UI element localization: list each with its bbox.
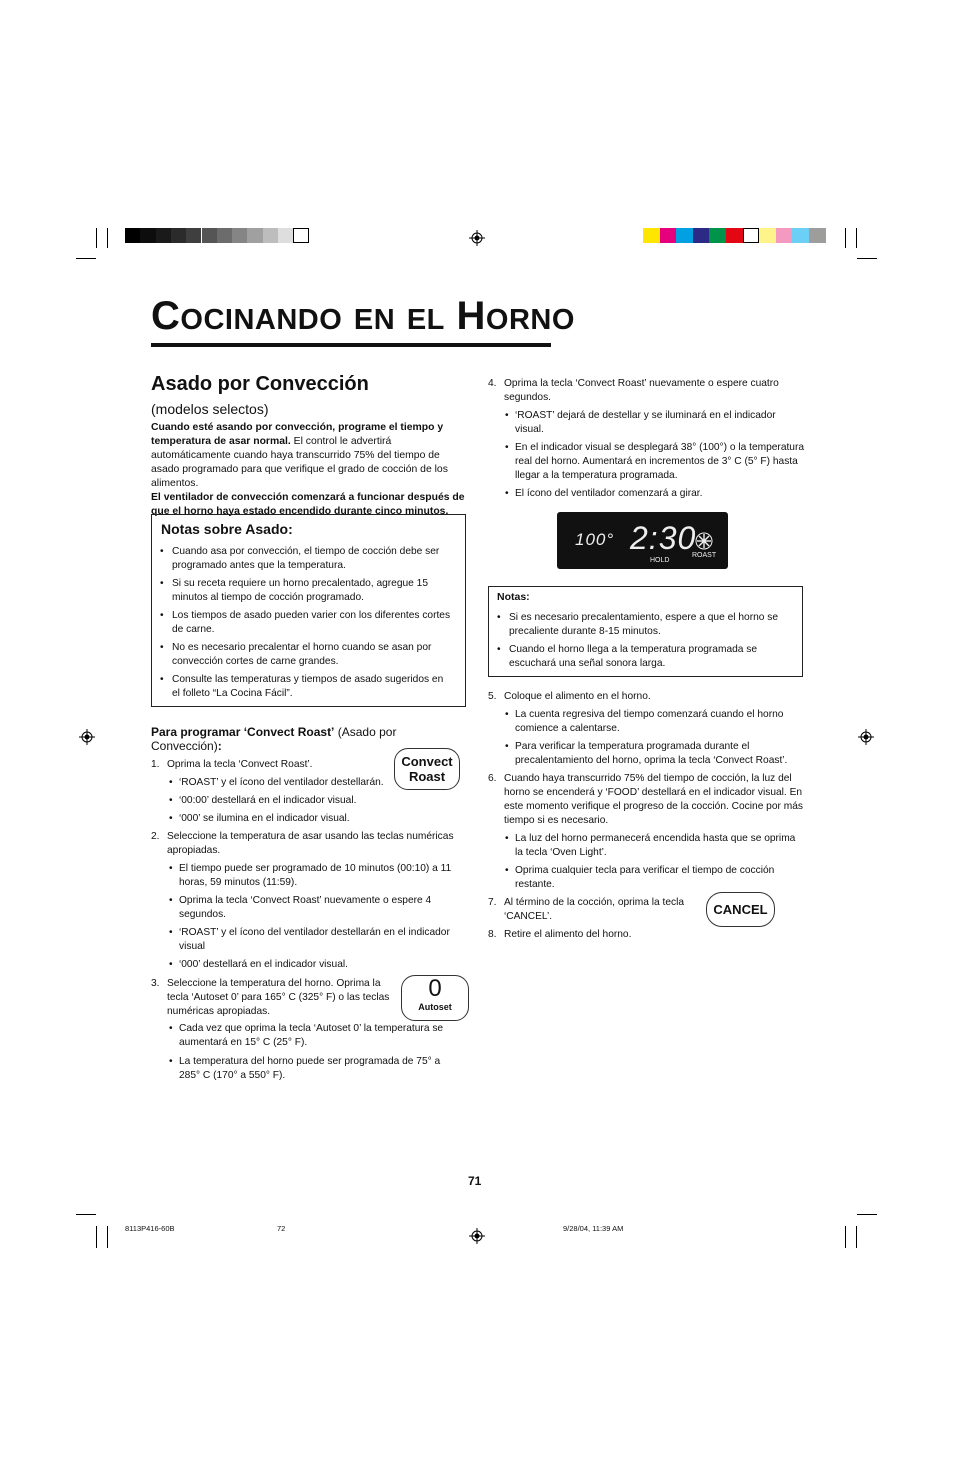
key-label: Autoset [418, 1002, 452, 1012]
step-number: 3. [151, 978, 160, 989]
footer-timestamp: 9/28/04, 11:39 AM [563, 1224, 624, 1233]
color-swatch [293, 228, 308, 243]
color-swatch [186, 228, 201, 243]
step-8 [488, 928, 788, 942]
step-text: Retire el alimento del horno. [504, 929, 632, 940]
crop-mark [845, 1226, 846, 1248]
intro-bold: Cuando esté asando por convección, programe el tiempo y temperatura de asar normal. [151, 422, 444, 447]
crop-mark [107, 1226, 108, 1248]
step-bullet: • Cada vez que oprima la tecla ‘Autoset 0’ la temperatura se aumentará en 15° C (25° F). [179, 1022, 454, 1050]
color-swatch [247, 228, 262, 243]
oven-display [557, 512, 728, 569]
color-swatch [759, 228, 776, 243]
color-swatch [232, 228, 247, 243]
crop-mark [856, 228, 857, 248]
step-4 [488, 377, 788, 405]
notes-title: Notas: [497, 591, 530, 603]
step-bullet: • La cuenta regresiva del tiempo comenzará cuando el horno comience a calentarse. [515, 708, 795, 736]
registration-target-icon [79, 729, 95, 745]
color-swatch [809, 228, 826, 243]
crop-mark [107, 228, 108, 248]
color-swatch [156, 228, 171, 243]
title-rule [151, 343, 551, 347]
step-number: 6. [488, 773, 497, 784]
step-text: Seleccione la temperatura del horno. Oprima la tecla ‘Autoset 0’ para 165° C (325° F) o las teclas numéricas apropiadas. [167, 978, 390, 1017]
crop-mark [857, 258, 877, 259]
key-label: Convect [401, 754, 453, 769]
step-bullet: • ‘000’ destellará en el indicador visual. [179, 958, 459, 972]
registration-target-icon [469, 230, 485, 246]
color-swatch [202, 228, 217, 243]
registration-target-icon [858, 729, 874, 745]
section-heading: Asado por Convección [151, 373, 369, 395]
step-text: Cuando haya transcurrido 75% del tiempo de cocción, la luz del horno se encenderá y ‘FOOD’ destellará en el indicador visual. En este momento verifique el progreso de la cocción. Cocine por más tiempo si es necesario. [504, 773, 803, 826]
step-bullet: • ‘ROAST’ y el ícono del ventilador destellarán. [179, 776, 394, 790]
step-2 [151, 830, 456, 858]
color-swatch [792, 228, 809, 243]
program-heading-normal: (Asado por Convección) [151, 725, 397, 753]
step-number: 2. [151, 831, 160, 842]
note-item: • Los tiempos de asado pueden varier con los diferentes cortes de carne. [152, 609, 452, 636]
cancel-key[interactable]: CANCEL [706, 892, 775, 927]
convect-roast-key[interactable] [394, 748, 460, 790]
note-item: • Consulte las temperaturas y tiempos de asado sugeridos en el folleto “La Cocina Fácil”. [152, 673, 452, 700]
step-bullet: • ‘00:00’ destellará en el indicador visual. [179, 794, 394, 808]
display-hold-label: HOLD [650, 557, 670, 564]
registration-target-icon [469, 1228, 485, 1244]
step-text: Oprima la tecla ‘Convect Roast’. [167, 759, 313, 770]
notes-box-secondary [488, 586, 803, 677]
title-part: H [456, 294, 486, 338]
step-bullet: • La luz del horno permanecerá encendida hasta que se oprima la tecla ‘Oven Light’. [515, 832, 800, 860]
step-bullet: • La temperatura del horno puede ser programada de 75° a 285° C (170° a 550° F). [179, 1055, 454, 1083]
notes-box [151, 514, 466, 707]
color-swatch [709, 228, 726, 243]
step-bullet: • ‘ROAST’ y el ícono del ventilador destellarán en el indicador visual [179, 926, 459, 954]
step-5 [488, 690, 788, 704]
step-text: Al término de la cocción, oprima la tecla ‘CANCEL’. [504, 897, 685, 922]
step-bullet: • Oprima la tecla ‘Convect Roast’ nuevamente o espere 4 segundos. [179, 894, 444, 922]
title-part: EL [406, 304, 445, 336]
page-title [151, 296, 575, 336]
note-item: • Si es necesario precalentamiento, espere a que el horno se precaliente durante 8-15 minutos. [489, 611, 779, 638]
section-subheading: (modelos selectos) [151, 401, 269, 417]
step-bullet: • ‘ROAST’ dejará de destellar y se iluminará en el indicador visual. [515, 409, 785, 437]
color-swatch [726, 228, 743, 243]
step-bullet: • En el indicador visual se desplegará 38° (100°) o la temperatura real del horno. Aumentará en incrementos de 3° C (5° F) hasta llegar a la temperatura programada. [515, 441, 805, 483]
step-3 [151, 977, 391, 1019]
color-swatch [217, 228, 232, 243]
crop-mark [96, 1226, 97, 1248]
step-7 [488, 896, 698, 924]
title-part: EN [353, 304, 396, 336]
color-swatch [643, 228, 660, 243]
intro-paragraph [151, 421, 469, 519]
step-bullet: • Oprima cualquier tecla para verificar el tiempo de cocción restante. [515, 864, 800, 892]
note-item: • Cuando el horno llega a la temperatura programada se escuchará una señal sonora larga. [489, 643, 779, 670]
step-6 [488, 772, 803, 828]
color-swatch [660, 228, 677, 243]
note-item: • Cuando asa por convección, el tiempo de cocción debe ser programado antes que la temperatura. [152, 545, 452, 572]
note-item: • No es necesario precalentar el horno cuando se asan por convección cortes de carne grandes. [152, 641, 452, 668]
step-text: Seleccione la temperatura de asar usando las teclas numéricas apropiadas. [167, 831, 454, 856]
crop-mark [856, 1226, 857, 1248]
key-label: Roast [408, 769, 446, 784]
crop-mark [857, 1214, 877, 1215]
display-time: 2:30 [630, 520, 697, 556]
autoset-0-key[interactable] [401, 975, 469, 1021]
color-swatch [263, 228, 278, 243]
crop-mark [76, 1214, 96, 1215]
intro-text: El control le advertirá automáticamente cuando haya transcurrido 75% del tiempo de asado programado para que verifique el grado de cocción de los alimentos. [151, 436, 448, 489]
step-bullet: • El tiempo puede ser programado de 10 minutos (00:10) a 11 horas, 59 minutos (11:59). [179, 862, 459, 890]
page-number: 71 [468, 1174, 482, 1188]
crop-mark [96, 228, 97, 248]
step-number: 4. [488, 378, 497, 389]
key-number: 0 [428, 975, 442, 1002]
step-number: 7. [488, 897, 497, 908]
step-number: 1. [151, 759, 160, 770]
step-bullet: • ‘000’ se ilumina en el indicador visual. [179, 812, 394, 826]
color-swatch [743, 228, 760, 243]
program-heading-colon: : [217, 739, 222, 753]
display-temperature: 100° [575, 530, 615, 549]
color-swatch [278, 228, 293, 243]
display-roast-label: ROAST [692, 552, 717, 559]
color-swatch [776, 228, 793, 243]
title-part: OCINANDO [180, 304, 343, 336]
color-swatch [676, 228, 693, 243]
intro-bold: El ventilador de convección comenzará a funcionar después de que el horno haya estado encendido durante cinco minutos. [151, 492, 465, 517]
program-heading-bold: Para programar ‘Convect Roast’ [151, 725, 335, 739]
crop-mark [845, 228, 846, 248]
color-swatch [693, 228, 710, 243]
color-swatch [140, 228, 155, 243]
step-number: 5. [488, 691, 497, 702]
step-number: 8. [488, 929, 497, 940]
title-part: C [151, 294, 181, 338]
step-1 [151, 758, 391, 772]
fan-icon [695, 532, 713, 550]
footer-job-code: 8113P416-60B [125, 1224, 175, 1233]
step-bullet: • Para verificar la temperatura programada durante el precalentamiento del horno, oprima la tecla ‘Convect Roast’. [515, 740, 800, 768]
title-part: ORNO [485, 304, 575, 336]
step-text: Oprima la tecla ‘Convect Roast’ nuevamente o espere cuatro segundos. [504, 378, 779, 403]
color-swatch [125, 228, 140, 243]
note-item: • Si su receta requiere un horno precalentado, agregue 15 minutos al tiempo de cocción programado. [152, 577, 452, 604]
notes-box-title: Notas sobre Asado: [161, 521, 293, 537]
step-text: Coloque el alimento en el horno. [504, 691, 651, 702]
step-bullet: • El ícono del ventilador comenzará a girar. [515, 487, 785, 501]
footer-page-ref: 72 [277, 1224, 286, 1233]
crop-mark [76, 258, 96, 259]
program-heading [151, 725, 421, 753]
color-swatch [171, 228, 186, 243]
